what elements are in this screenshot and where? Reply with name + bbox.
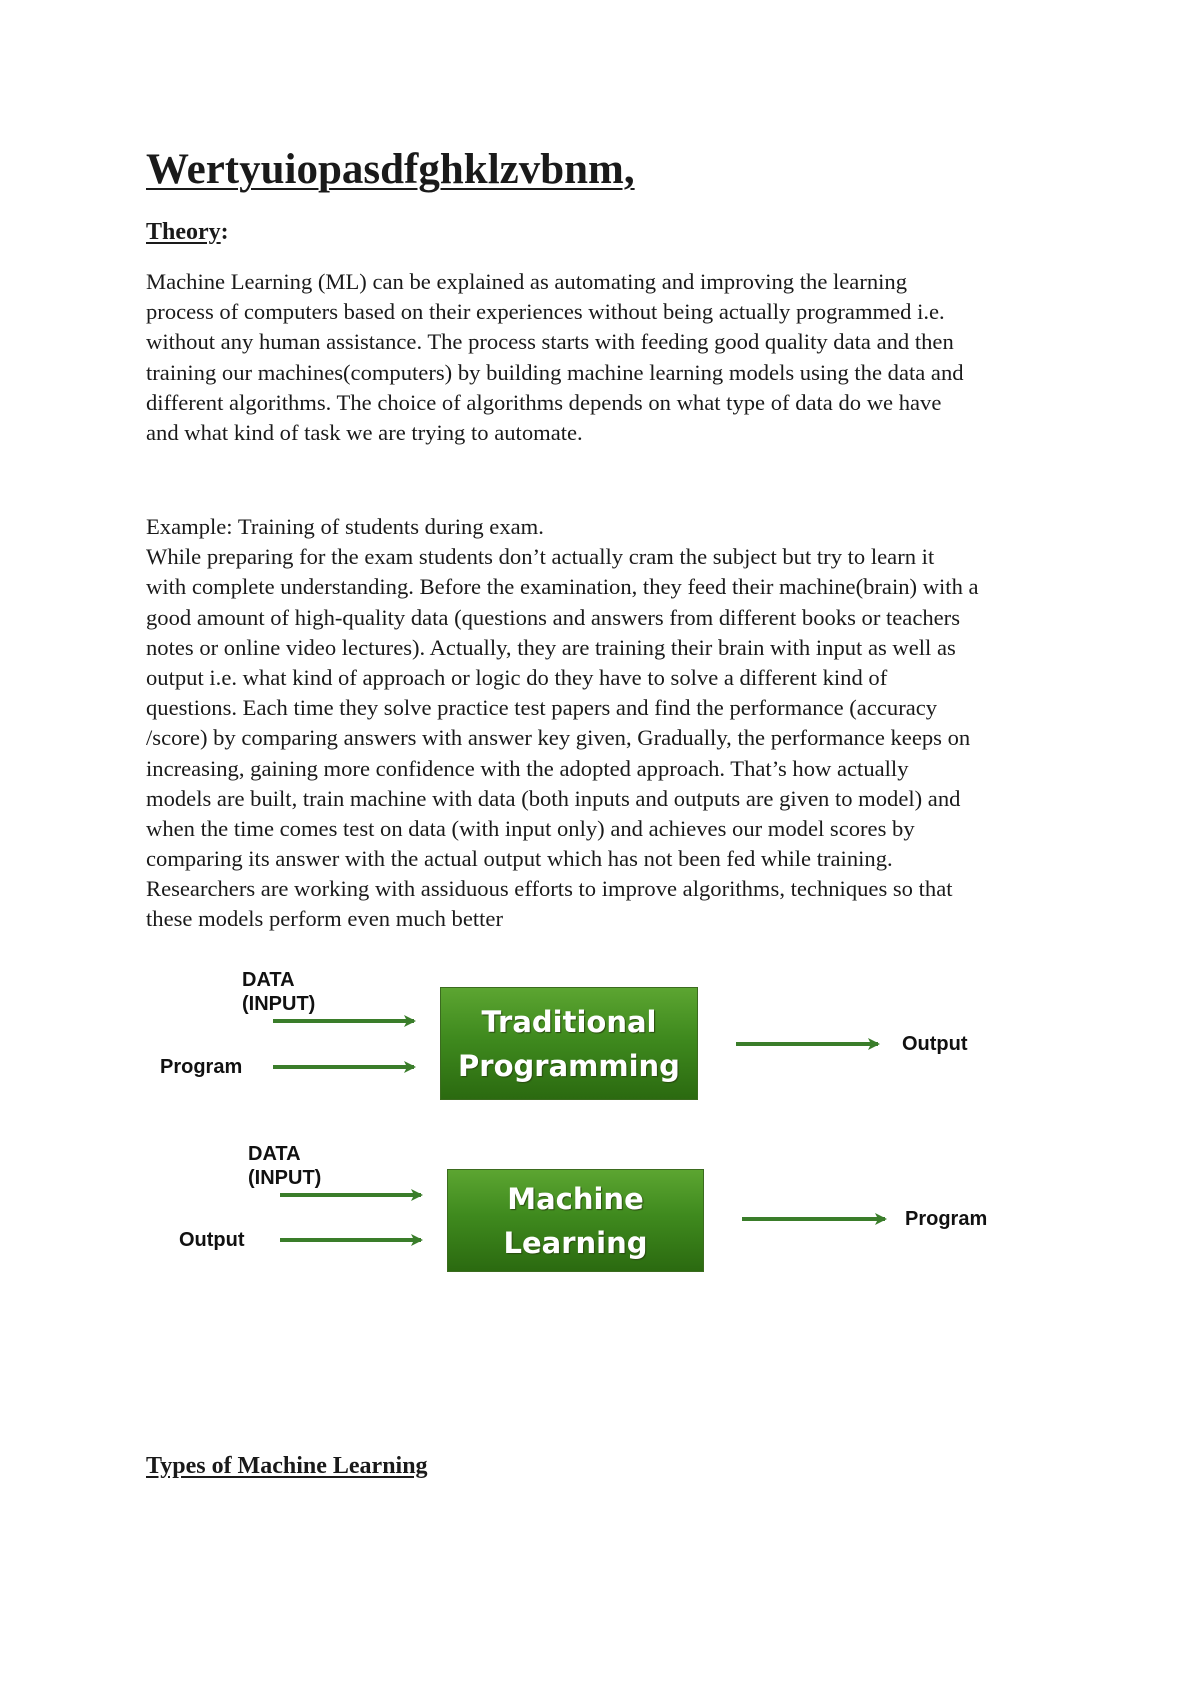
example-paragraph (146, 512, 979, 935)
paragraph-line: comparing its answer with the actual output which has not been fed while training. (146, 846, 893, 872)
traditional-programming-box (440, 987, 698, 1100)
paragraph-line: and what kind of task we are trying to automate. (146, 419, 583, 445)
paragraph-line: training our machines(computers) by building machine learning models using the data and (146, 359, 964, 385)
paragraph-line: when the time comes test on data (with input only) and achieves our model scores by (146, 815, 915, 841)
top-output-label: Output (902, 1033, 968, 1055)
paragraph-line: output i.e. what kind of approach or logic do they have to solve a different kind of (146, 664, 888, 690)
top-program-label: Program (160, 1056, 243, 1078)
paragraph-line: While preparing for the exam students don’t actually cram the subject but try to learn it (146, 544, 935, 570)
paragraph-line: without any human assistance. The process starts with feeding good quality data and then (146, 329, 954, 355)
paragraph-line: notes or online video lectures). Actually, they are training their brain with input as well as (146, 634, 956, 660)
paragraph-line: process of computers based on their experiences without being actually programmed i.e. (146, 299, 945, 325)
paragraph-line: different algorithms. The choice of algorithms depends on what type of data do we have (146, 389, 942, 415)
machine-label: Machine (507, 1181, 644, 1216)
paragraph-line: these models perform even much better (146, 906, 503, 932)
theory-paragraph (146, 267, 964, 448)
traditional-label: Traditional (481, 1004, 657, 1039)
paragraph-line: /score) by comparing answers with answer key given, Gradually, the performance keeps on (146, 725, 971, 751)
paragraph-line: questions. Each time they solve practice test papers and find the performance (accuracy (146, 695, 938, 721)
bottom-output-label: Output (179, 1229, 245, 1251)
bottom-input-label: (INPUT) (248, 1167, 322, 1189)
paragraph-line: increasing, gaining more confidence with the adopted approach. That’s how actually (146, 755, 909, 781)
bottom-data-input-label (248, 1142, 321, 1190)
top-data-input-label (242, 968, 315, 1016)
bottom-program-label: Program (905, 1208, 988, 1230)
paragraph-line: good amount of high-quality data (questions and answers from different books or teachers (146, 604, 961, 630)
theory-heading-label: Theory (146, 219, 221, 245)
types-of-ml-heading: Types of Machine Learning (146, 1453, 428, 1479)
paragraph-line: Researchers are working with assiduous efforts to improve algorithms, techniques so that (146, 876, 953, 902)
paragraph-line: Machine Learning (ML) can be explained as automating and improving the learning (146, 269, 908, 294)
top-data-label: DATA (242, 969, 295, 991)
ml-vs-traditional-diagram (150, 960, 1010, 1280)
machine-learning-box (447, 1169, 704, 1272)
bottom-data-label: DATA (248, 1143, 301, 1165)
paragraph-line: with complete understanding. Before the examination, they feed their machine(brain) with a (146, 574, 979, 600)
theory-heading-colon: : (220, 219, 229, 245)
paragraph-line: Example: Training of students during exam. (146, 514, 544, 539)
document-title: Wertyuiopasdfghklzvbnm, (146, 146, 635, 193)
top-input-label: (INPUT) (242, 993, 316, 1015)
programming-label: Programming (458, 1048, 680, 1083)
learning-label: Learning (503, 1225, 648, 1260)
theory-heading (146, 219, 229, 246)
paragraph-line: models are built, train machine with data (both inputs and outputs are given to model) and (146, 785, 961, 811)
